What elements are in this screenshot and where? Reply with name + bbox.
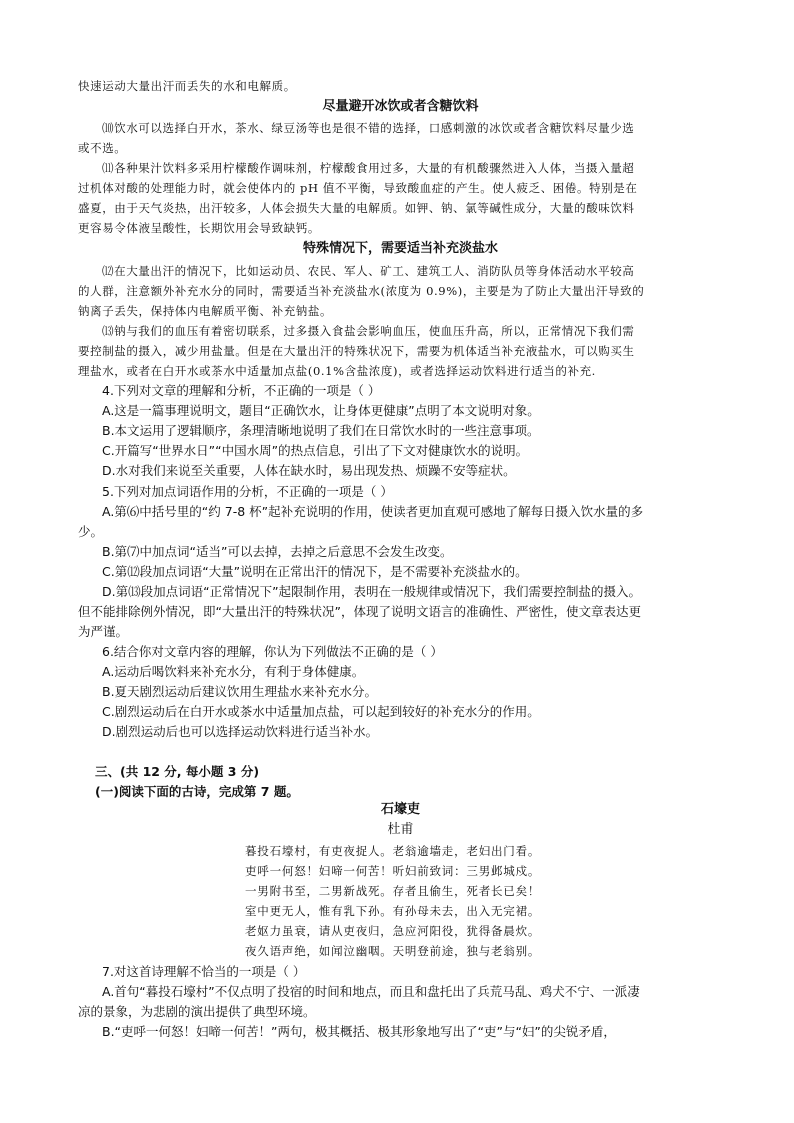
question-6-option-a: A.运动后喝饮料来补充水分，有利于身体健康。 <box>102 664 365 679</box>
question-6: 6.结合你对文章内容的理解，你认为下列做法不正确的是（ ） <box>102 644 443 659</box>
question-7-option-a-cont: 凉的景象，为悲剧的演出提供了典型环境。 <box>78 1004 316 1019</box>
poem-line: 室中更无人，惟有乳下孙。有孙母未去，出入无完裙。 <box>245 904 541 918</box>
question-6-option-d: D.剧烈运动后也可以选择运动饮料进行适当补水。 <box>102 724 379 739</box>
poem-line: 老妪力虽衰，请从吏夜归，急应河阳役，犹得备晨炊。 <box>245 924 541 938</box>
question-4-option-b: B.本文运用了逻辑顺序，条理清晰地说明了我们在日常饮水时的一些注意事项。 <box>102 423 540 438</box>
question-7-option-b: B.“吏呼一何怒！妇啼一何苦！”两句，极其概括、极其形象地写出了“吏”与“妇”的尖锐矛盾， <box>102 1024 616 1039</box>
question-6-option-b: B.夏天剧烈运动后建议饮用生理盐水来补充水分。 <box>102 684 378 699</box>
paragraph-13-line: 理盐水，或者在白开水或茶水中适量加点盐(0.1%含盐浓度)，或者选择运动饮料进行适当的补充. <box>78 364 596 378</box>
paragraph-10-line: 或不选。 <box>78 141 127 155</box>
poem-line: 吏呼一何怒！妇啼一何苦！听妇前致词：三男邺城戍。 <box>245 864 541 878</box>
paragraph-11-line: 过机体对酸的处理能力时，就会使体内的 pH 值不平衡，导致酸血症的产生。使人疲乏、困倦。特别是在 <box>78 181 638 195</box>
paragraph-11-line: ⑾各种果汁饮料多采用柠檬酸作调味剂，柠檬酸食用过多，大量的有机酸骤然进入人体，当摄入量超 <box>102 161 635 175</box>
question-5-option-d-cont: 为严谨。 <box>78 624 129 639</box>
question-5: 5.下列对加点词语作用的分析，不正确的一项是（ ） <box>102 484 393 499</box>
question-5-option-d-cont: 但不能排除例外情况，即“大量出汗的特殊状况”，体现了说明文语言的准确性、严密性，使文章表达更 <box>78 604 641 619</box>
section-3-title: 三、(共 12 分, 每小题 3 分) <box>95 764 260 779</box>
paragraph-12-line: ⑿在大量出汗的情况下，比如运动员、农民、军人、矿工、建筑工人、消防队员等身体活动水平较高 <box>102 264 635 278</box>
paragraph-12-line: 钠离子丢失，保持体内电解质平衡、补充钠盐。 <box>78 304 333 318</box>
question-4-option-c: C.开篇写“世界水日”“中国水周”的热点信息，引出了下文对健康饮水的说明。 <box>102 443 529 458</box>
section-3-subtitle: (一)阅读下面的古诗，完成第 7 题。 <box>95 784 299 799</box>
paragraph-11-line: 盛夏，由于天气炎热，出汗较多，人体会损失大量的电解质。如钾、钠、氯等碱性成分，大量的酸味饮料 <box>78 201 635 215</box>
poem-line: 夜久语声绝，如闻泣幽咽。天明登前途，独与老翁别。 <box>245 944 541 958</box>
question-5-option-d: D.第⒀段加点词语“正常情况下”起限制作用，表明在一般规律或情况下，我们需要控制盐的摄入。 <box>102 584 642 599</box>
poem-line: 一男附书至，二男新战死。存者且偷生，死者长已矣！ <box>245 884 541 898</box>
poem-title: 石壕吏 <box>380 802 420 817</box>
paragraph-13-line: ⒀钠与我们的血压有着密切联系，过多摄入食盐会影响血压，使血压升高，所以，正常情况下我们需 <box>102 324 635 338</box>
question-5-option-a: A.第⑹中括号里的“约 7-8 杯”起补充说明的作用，使读者更加直观可感地了解每日摄入饮水量的多 <box>102 504 644 519</box>
paragraph-13-line: 要控制盐的摄入，减少用盐量。但是在大量出汗的特殊状况下，需要为机体适当补充液盐水，可以购买生 <box>78 344 635 358</box>
question-4-option-d: D.水对我们来说至关重要，人体在缺水时，易出现发热、烦躁不安等症状。 <box>102 463 516 478</box>
paragraph-10-line: ⑽饮水可以选择白开水，茶水、绿豆汤等也是很不错的选择，口感刺激的冰饮或者含糖饮料尽量少选 <box>102 121 635 135</box>
text-line: 快速运动大量出汗而丢失的水和电解质。 <box>78 79 296 93</box>
section-heading-cold-drinks: 尽量避开冰饮或者含糖饮料 <box>322 99 479 114</box>
question-5-option-b: B.第⑺中加点词“适当”可以去掉，去掉之后意思不会发生改变。 <box>102 544 453 559</box>
paragraph-11-line: 更容易令体液呈酸性，长期饮用会导致缺钙。 <box>78 221 320 235</box>
question-4-option-a: A.这是一篇事理说明文，题目“正确饮水，让身体更健康”点明了本文说明对象。 <box>102 403 540 418</box>
question-7: 7.对这首诗理解不恰当的一项是（ ） <box>102 964 306 979</box>
question-5-option-c: C.第⑿段加点词语“大量”说明在正常出汗的情况下，是不需要补充淡盐水的。 <box>102 564 528 579</box>
paragraph-12-line: 的人群，注意额外补充水分的同时，需要适当补充淡盐水(浓度为 0.9%)，主要是为了防止大量出汗导致的 <box>78 284 645 298</box>
question-7-option-a: A.首句“暮投石壕村”不仅点明了投宿的时间和地点，而且和盘托出了兵荒马乱、鸡犬不宁、一派凄 <box>102 984 640 999</box>
question-5-option-a-cont: 少。 <box>78 524 104 539</box>
question-4: 4.下列对文章的理解和分析，不正确的一项是（ ） <box>102 383 381 398</box>
section-heading-salt-water: 特殊情况下，需要适当补充淡盐水 <box>302 241 498 256</box>
poem-author: 杜甫 <box>387 822 414 837</box>
poem-line: 暮投石壕村，有吏夜捉人。老翁逾墙走，老妇出门看。 <box>245 844 541 858</box>
question-6-option-c: C.剧烈运动后在白开水或茶水中适量加点盐，可以起到较好的补充水分的作用。 <box>102 704 540 719</box>
